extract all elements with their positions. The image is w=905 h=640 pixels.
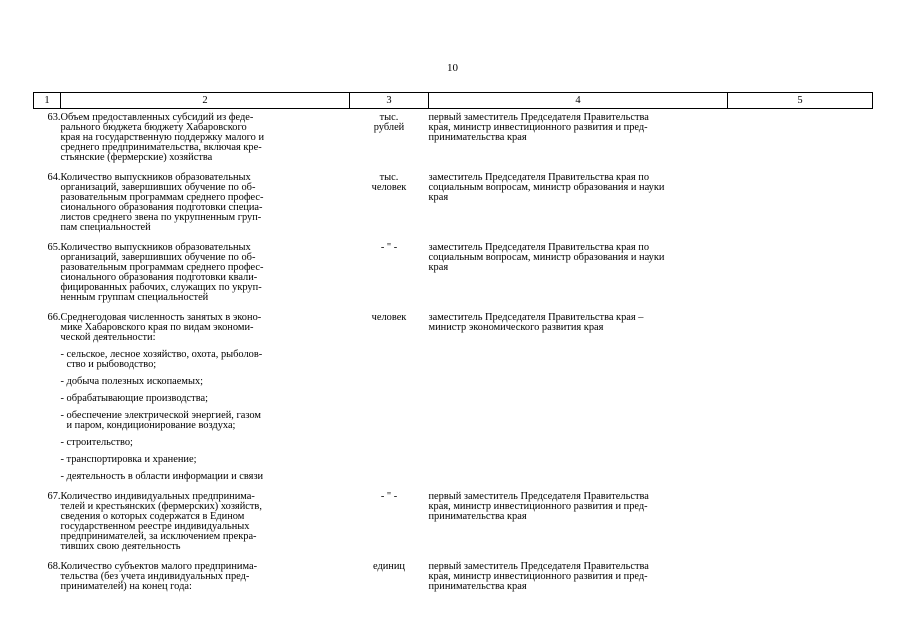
row-number: 67. (47, 491, 61, 502)
list-item: - строительство; (60, 437, 133, 448)
table-row (34, 309, 873, 488)
column-header-indicator: 2 (61, 93, 350, 109)
row-number: 68. (47, 561, 61, 572)
responsible-text: заместитель Председателя Правительства края по социальным вопросам, министр образования и науки края (428, 242, 665, 273)
note-cell (728, 169, 873, 239)
unit-text: человек (371, 312, 407, 323)
list-item: - транспортировка и хранение; (60, 454, 197, 465)
responsible-text: заместитель Председателя Правительства края по социальным вопросам, министр образования и науки края (428, 172, 665, 203)
unit-text: единиц (372, 561, 405, 572)
unit-text: тыс. рублей (373, 112, 405, 133)
list-item: - деятельность в области информации и связи (60, 471, 264, 482)
list-item: - обрабатывающие производства; (60, 393, 208, 404)
indicator-text: Объем предоставленных субсидий из феде- рального бюджета бюджету Хабаровского края на государственную поддержку малого и среднего предпринимательства, включая кре- стьянские (фермерские) хозяйства (60, 112, 265, 163)
note-cell (728, 239, 873, 309)
indicator-heading: Среднегодовая численность занятых в эконо- мике Хабаровского края по видам экономи- ческой деятельности: (60, 312, 262, 343)
note-cell (728, 488, 873, 558)
row-number: 64. (47, 172, 61, 183)
list-item: - обеспечение электрической энергией, газом и паром, кондиционирование воздуха; (60, 410, 261, 431)
unit-text: тыс. человек (371, 172, 407, 193)
note-cell (728, 558, 873, 598)
responsible-text: первый заместитель Председателя Правительства края, министр инвестиционного развития и пред- принимательства края (428, 561, 649, 592)
list-item: - сельское, лесное хозяйство, охота, рыболов- ство и рыбоводство; (60, 349, 263, 370)
table-row (34, 239, 873, 309)
responsible-text: первый заместитель Председателя Правительства края, министр инвестиционного развития и пред- принимательства края (428, 112, 649, 143)
table-header-row (34, 93, 873, 109)
responsible-text: первый заместитель Председателя Правительства края, министр инвестиционного развития и пред- принимательства края (428, 491, 649, 522)
page-number: 10 (447, 62, 458, 74)
table-row (34, 169, 873, 239)
responsible-text: заместитель Председателя Правительства края – министр экономического развития края (428, 312, 644, 333)
row-number: 65. (47, 242, 61, 253)
table-row (34, 488, 873, 558)
column-header-responsible: 4 (429, 93, 728, 109)
row-number: 66. (47, 312, 61, 323)
table-row (34, 558, 873, 598)
list-item: - добыча полезных ископаемых; (60, 376, 204, 387)
indicator-text: Количество выпускников образовательных организаций, завершивших обучение по об- разовательным программам среднего профес- сионального образования подготовки специа- листов среднего звена по укрупненным груп- пам специальностей (60, 172, 264, 233)
column-header-unit: 3 (350, 93, 429, 109)
indicator-text: Количество выпускников образовательных организаций, завершивших обучение по об- разовательным программам среднего профес- сионального образования подготовки квали- фицированных рабочих, служащих по укруп- ненным группам специальностей (60, 242, 264, 303)
table-row (34, 109, 873, 170)
unit-text: - " - (380, 491, 398, 502)
indicator-text (61, 309, 350, 488)
indicator-text: Количество субъектов малого предпринима- тельства (без учета индивидуальных пред- принимателей) на конец года: (60, 561, 258, 592)
row-number: 63. (47, 112, 61, 123)
note-cell (728, 309, 873, 488)
column-header-number: 1 (34, 93, 61, 109)
unit-text: - " - (380, 242, 398, 253)
note-cell (728, 109, 873, 170)
indicators-table (33, 92, 873, 598)
column-header-note: 5 (728, 93, 873, 109)
indicator-text: Количество индивидуальных предпринима- телей и крестьянских (фермерских) хозяйств, сведения о которых содержатся в Едином государственном реестре индивидуальных предпринимателей, за исключением прекра- тивших свою деятельность (60, 491, 262, 552)
